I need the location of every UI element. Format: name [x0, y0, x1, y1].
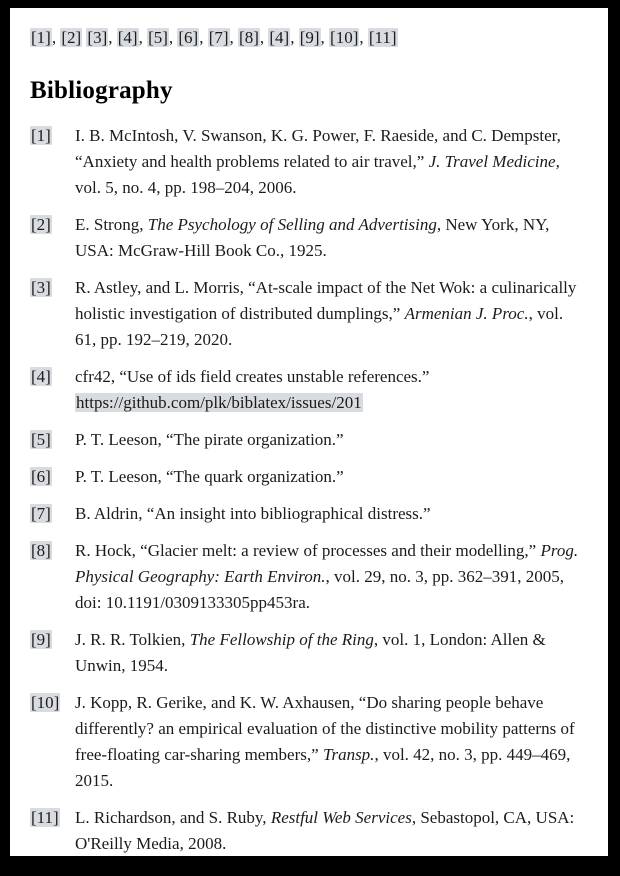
citation-separator: ,	[290, 28, 299, 47]
reference-text-segment: B. Aldrin, “An insight into bibliographical distress.”	[75, 504, 431, 523]
reference-title-italic: The Fellowship of the Ring	[189, 630, 374, 649]
reference-title-italic: Armenian J. Proc.	[404, 304, 529, 323]
reference-label-link[interactable]: [6]	[31, 467, 51, 486]
reference-label-link[interactable]: [8]	[31, 541, 51, 560]
reference-text	[75, 690, 586, 794]
reference-label-link[interactable]: [7]	[31, 504, 51, 523]
reference-label-link[interactable]: [1]	[31, 126, 51, 145]
inline-citation-link[interactable]: [4]	[117, 28, 138, 47]
reference-label-column	[30, 538, 75, 616]
reference-text	[75, 123, 586, 201]
reference-label-column	[30, 212, 75, 264]
reference-text-segment: R. Hock, “Glacier melt: a review of processes and their modelling,”	[75, 541, 541, 560]
citation-separator: ,	[138, 28, 148, 47]
reference-title-italic: The Psychology of Selling and Advertising	[147, 215, 437, 234]
inline-citation-link[interactable]: [10]	[330, 28, 359, 47]
reference-item	[30, 212, 586, 264]
reference-label-link[interactable]: [10]	[31, 693, 60, 712]
reference-text-segment: E. Strong,	[75, 215, 148, 234]
reference-label-column	[30, 501, 75, 527]
reference-text-segment: J. Kopp, R. Gerike, and K. W. Axhausen, “Do sharing people behave differently? an empirical evaluation of the distinctive mobility patterns of free-floating car-sharing members,”	[75, 693, 575, 764]
reference-title-italic: Restful Web Services	[270, 808, 412, 827]
reference-label-link[interactable]: [9]	[31, 630, 51, 649]
reference-label-column	[30, 275, 75, 353]
reference-item	[30, 275, 586, 353]
reference-text-segment: I. B. McIntosh, V. Swanson, K. G. Power, F. Raeside, and C. Dempster, “Anxiety and health problems related to air travel,”	[75, 126, 561, 171]
reference-url-link[interactable]: https://github.com/plk/biblatex/issues/201	[76, 393, 362, 412]
reference-label-column	[30, 690, 75, 794]
reference-title-italic: J. Travel Medicine	[428, 152, 556, 171]
reference-text-segment: , Sebastopol, CA, USA: O'Reilly Media, 2008.	[75, 808, 575, 853]
reference-label-link[interactable]: [2]	[31, 215, 51, 234]
reference-text	[75, 805, 586, 857]
citation-separator: ,	[259, 28, 269, 47]
reference-text-segment: , vol. 5, no. 4, pp. 198–204, 2006.	[75, 152, 560, 197]
reference-text-segment: R. Astley, and L. Morris, “At-scale impact of the Net Wok: a culinarically holistic investigation of distributed dumplings,”	[75, 278, 577, 323]
reference-text-segment: , vol. 1, London: Allen & Unwin, 1954.	[75, 630, 546, 675]
citation-separator: ,	[359, 28, 368, 47]
reference-label-link[interactable]: [3]	[31, 278, 51, 297]
inline-citation-link[interactable]: [8]	[239, 28, 259, 47]
reference-label-column	[30, 364, 75, 416]
inline-citation-link[interactable]: [7]	[208, 28, 229, 47]
reference-label-link[interactable]: [11]	[31, 808, 59, 827]
inline-citation-link[interactable]: [4]	[269, 28, 290, 47]
reference-text-segment: cfr42, “Use of ids field creates unstable references.”	[75, 367, 430, 386]
reference-title-italic: Transp.	[322, 745, 375, 764]
inline-citation-link[interactable]: [2]	[61, 28, 82, 47]
reference-text	[75, 627, 586, 679]
reference-item	[30, 805, 586, 857]
reference-label-link[interactable]: [4]	[31, 367, 51, 386]
citation-separator: ,	[199, 28, 208, 47]
reference-title-italic: Prog. Physical Geography: Earth Environ.	[75, 541, 579, 586]
citation-separator: ,	[168, 28, 178, 47]
reference-label-column	[30, 805, 75, 857]
reference-text-segment: , vol. 29, no. 3, pp. 362–391, 2005, doi: 10.1191/0309133305pp453ra.	[75, 567, 565, 612]
reference-text-segment: J. R. R. Tolkien,	[75, 630, 190, 649]
reference-text-segment: , vol. 42, no. 3, pp. 449–469, 2015.	[75, 745, 571, 790]
reference-text-segment: , vol. 61, pp. 192–219, 2020.	[75, 304, 564, 349]
reference-text	[75, 538, 586, 616]
reference-text-segment: P. T. Leeson, “The pirate organization.”	[75, 430, 344, 449]
reference-label-column	[30, 123, 75, 201]
reference-item	[30, 627, 586, 679]
reference-list	[30, 123, 586, 857]
reference-text	[75, 212, 586, 264]
inline-citation-link[interactable]: [9]	[299, 28, 320, 47]
reference-text	[75, 364, 586, 416]
reference-text-segment: , New York, NY, USA: McGraw-Hill Book Co., 1925.	[75, 215, 550, 260]
bibliography-heading: Bibliography	[30, 77, 173, 104]
reference-item	[30, 501, 586, 527]
reference-text	[75, 464, 586, 490]
document-page	[10, 8, 608, 856]
reference-text	[75, 275, 586, 353]
reference-text	[75, 427, 586, 453]
citation-separator: ,	[320, 28, 330, 47]
reference-label-column	[30, 627, 75, 679]
reference-label-column	[30, 464, 75, 490]
reference-item	[30, 464, 586, 490]
inline-citation-link[interactable]: [1]	[31, 28, 51, 47]
reference-item	[30, 364, 586, 416]
citation-separator: ,	[229, 28, 239, 47]
reference-item	[30, 427, 586, 453]
reference-label-column	[30, 427, 75, 453]
reference-text-segment: L. Richardson, and S. Ruby,	[75, 808, 271, 827]
reference-item	[30, 690, 586, 794]
reference-item	[30, 538, 586, 616]
reference-item	[30, 123, 586, 201]
reference-text-segment: P. T. Leeson, “The quark organization.”	[75, 467, 344, 486]
inline-citation-link[interactable]: [6]	[178, 28, 199, 47]
inline-citation-link[interactable]: [3]	[87, 28, 108, 47]
reference-text	[75, 501, 586, 527]
inline-citation-link[interactable]: [11]	[368, 28, 397, 47]
citation-separator: ,	[51, 28, 61, 47]
inline-citation-link[interactable]: [5]	[148, 28, 168, 47]
citation-line	[30, 25, 586, 51]
citation-separator: ,	[108, 28, 117, 47]
reference-label-link[interactable]: [5]	[31, 430, 51, 449]
